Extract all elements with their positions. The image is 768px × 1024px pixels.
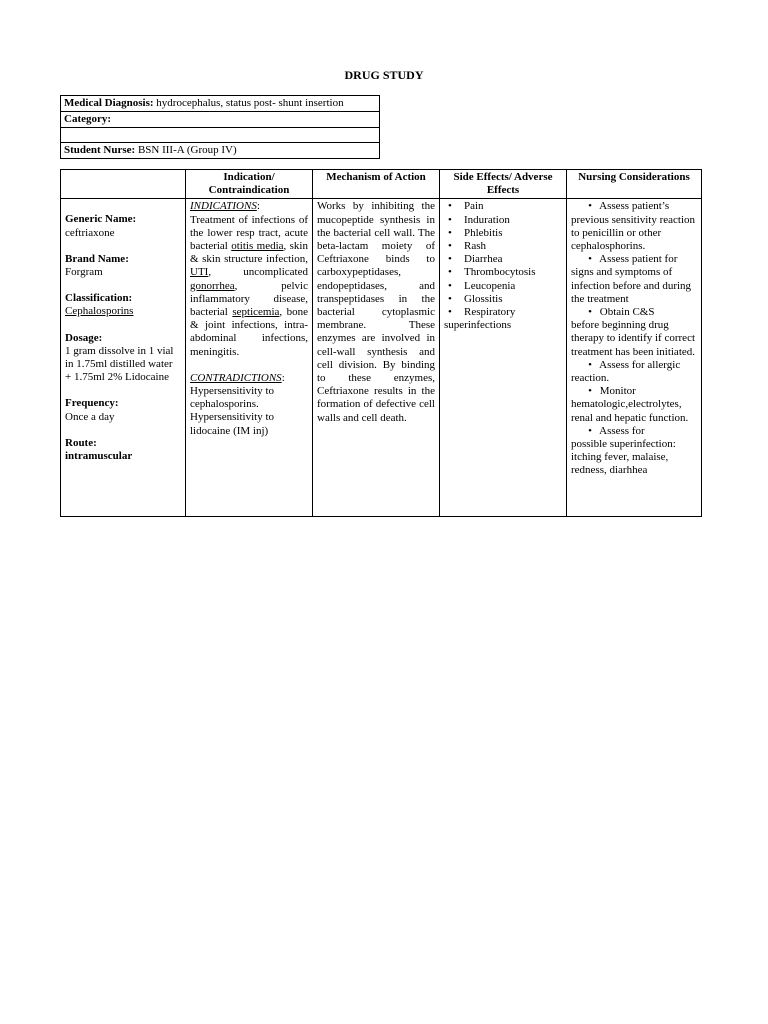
indication-cell: [186, 199, 313, 517]
header-nursing: Nursing Considerations: [567, 170, 702, 199]
medical-diagnosis-value: hydrocephalus, status post- shunt insertion: [156, 97, 344, 109]
nursing-item-text: reaction.: [571, 372, 610, 385]
nursing-list: [571, 200, 697, 477]
nursing-item: [571, 200, 697, 253]
gonorrhea-term: gonorrhea: [190, 279, 235, 292]
route-value: intramuscular: [65, 450, 133, 463]
frequency-value: Once a day: [65, 410, 115, 423]
bullet-icon: •: [588, 306, 592, 319]
diagnosis-row: [61, 96, 380, 112]
side-effect-item: • Thrombocytosis: [444, 266, 562, 279]
nursing-item: [571, 306, 697, 359]
student-nurse-value: BSN III-A (Group IV): [137, 144, 237, 156]
header-mechanism: Mechanism of Action: [313, 170, 440, 199]
frequency-label: Frequency:: [65, 397, 119, 410]
nursing-item: [571, 359, 697, 385]
brand-name-label: Brand Name:: [65, 252, 129, 265]
indications-text-5: , uncomplicated: [208, 266, 308, 279]
bullet-icon: •: [588, 358, 592, 371]
nursing-item-lead: • Assess for allergic: [571, 359, 697, 372]
blank-row: [61, 128, 380, 143]
nursing-cell: [567, 199, 702, 517]
nursing-item-text: signs and symptoms of infection before and during the treatment: [571, 266, 692, 305]
table-body-row: [61, 199, 702, 517]
category-label: Category:: [64, 113, 112, 125]
header-drug: [61, 170, 186, 199]
nursing-item-lead: • Assess patient for: [571, 253, 697, 266]
nursing-item: [571, 385, 697, 425]
septicemia-term: septicemia: [232, 306, 280, 319]
side-effects-list: [444, 200, 562, 332]
generic-name-value: ceftriaxone: [65, 226, 115, 239]
nursing-item-lead: • Assess patient’s: [571, 200, 697, 213]
nursing-item-lead: • Obtain C&S: [571, 306, 697, 319]
dosage-label: Dosage:: [65, 331, 103, 344]
student-nurse-label: Student Nurse:: [64, 144, 136, 156]
side-effect-item: • Phlebitis: [444, 227, 562, 240]
contraindications-block: CONTRADICTIONS:: [190, 371, 285, 384]
side-effect-item: • Rash: [444, 240, 562, 253]
bullet-icon: •: [588, 424, 592, 437]
indications-text: [190, 214, 308, 359]
nursing-item-lead: • Assess for: [571, 425, 697, 438]
uti-term: UTI: [190, 266, 209, 279]
indications-block: INDICATIONS:: [190, 200, 260, 213]
table-header-row: [61, 170, 702, 199]
bullet-icon: •: [588, 200, 592, 213]
classification-label: Classification:: [65, 292, 133, 305]
bullet-icon: •: [588, 385, 592, 398]
student-nurse-row: [61, 143, 380, 159]
nursing-item-text: before beginning drug therapy to identify if correct treatment has been initiated.: [571, 319, 696, 358]
dosage-value: 1 gram dissolve in 1 vial in 1.75ml distilled water + 1.75ml 2% Lidocaine: [65, 344, 174, 384]
category-row: [61, 112, 380, 128]
side-effect-item: • Leucopenia: [444, 280, 562, 293]
side-effect-item: • Pain: [444, 200, 562, 213]
indications-text-7: , pelvic inflammatory disease, bacterial: [190, 279, 308, 319]
side-effect-item: • Induration: [444, 214, 562, 227]
drug-info-cell: [61, 199, 186, 517]
side-effect-item: • Glossitis: [444, 293, 562, 306]
side-effect-item-continuation: superinfections: [444, 319, 512, 332]
nursing-item: [571, 425, 697, 478]
nursing-item: [571, 253, 697, 306]
indications-text-9: , bone & joint infections, intra-abdominal infections, meningitis.: [190, 306, 308, 358]
classification-value: Cephalosporins: [65, 305, 134, 318]
contraindications-heading: CONTRADICTIONS: [190, 371, 282, 384]
route-label: Route:: [65, 436, 97, 449]
side-effects-cell: [440, 199, 567, 517]
nursing-item-text: hematologic,electrolytes, renal and hepatic function.: [571, 398, 689, 424]
nursing-item-text: possible superinfection: itching fever, malaise, redness, diarhhea: [571, 438, 676, 477]
contraindication-1: Hypersensitivity to cephalosporins.: [190, 385, 275, 411]
contraindication-2: Hypersensitivity to lidocaine (IM inj): [190, 411, 275, 437]
side-effect-item: • Diarrhea: [444, 253, 562, 266]
otitis-media-term: otitis media: [231, 240, 284, 253]
mechanism-cell: Works by inhibiting the mucopeptide synthesis in the bacterial cell wall. The beta-lactam moiety of Ceftriaxone binds to carboxypeptidases, endopeptidases, and transpeptidases in the bacterial cytoplasmic membrane. These enzymes are involved in cell-wall synthesis and cell division. By binding to these enzymes, Ceftriaxone results in the formation of defective cell walls and cell death.: [313, 199, 440, 517]
bullet-icon: •: [588, 253, 592, 266]
page-title: DRUG STUDY: [344, 68, 424, 82]
header-indication: Indication/ Contraindication: [186, 170, 313, 199]
indications-text-3: , skin & skin structure infection,: [190, 240, 308, 266]
header-side-effects: Side Effects/ Adverse Effects: [440, 170, 567, 199]
indications-heading: INDICATIONS: [190, 200, 257, 213]
indications-text-1: Treatment of infections of the lower resp tract, acute bacterial: [190, 213, 308, 253]
drug-study-table: [60, 169, 702, 517]
nursing-item-text: previous sensitivity reaction to penicillin or other cephalosphorins.: [571, 213, 696, 253]
generic-name-label: Generic Name:: [65, 213, 137, 226]
side-effect-item: • Respiratory: [444, 306, 562, 319]
medical-diagnosis-label: Medical Diagnosis:: [64, 97, 154, 109]
info-table: [60, 95, 380, 159]
brand-name-value: Forgram: [65, 266, 103, 279]
nursing-item-lead: • Monitor: [571, 385, 697, 398]
